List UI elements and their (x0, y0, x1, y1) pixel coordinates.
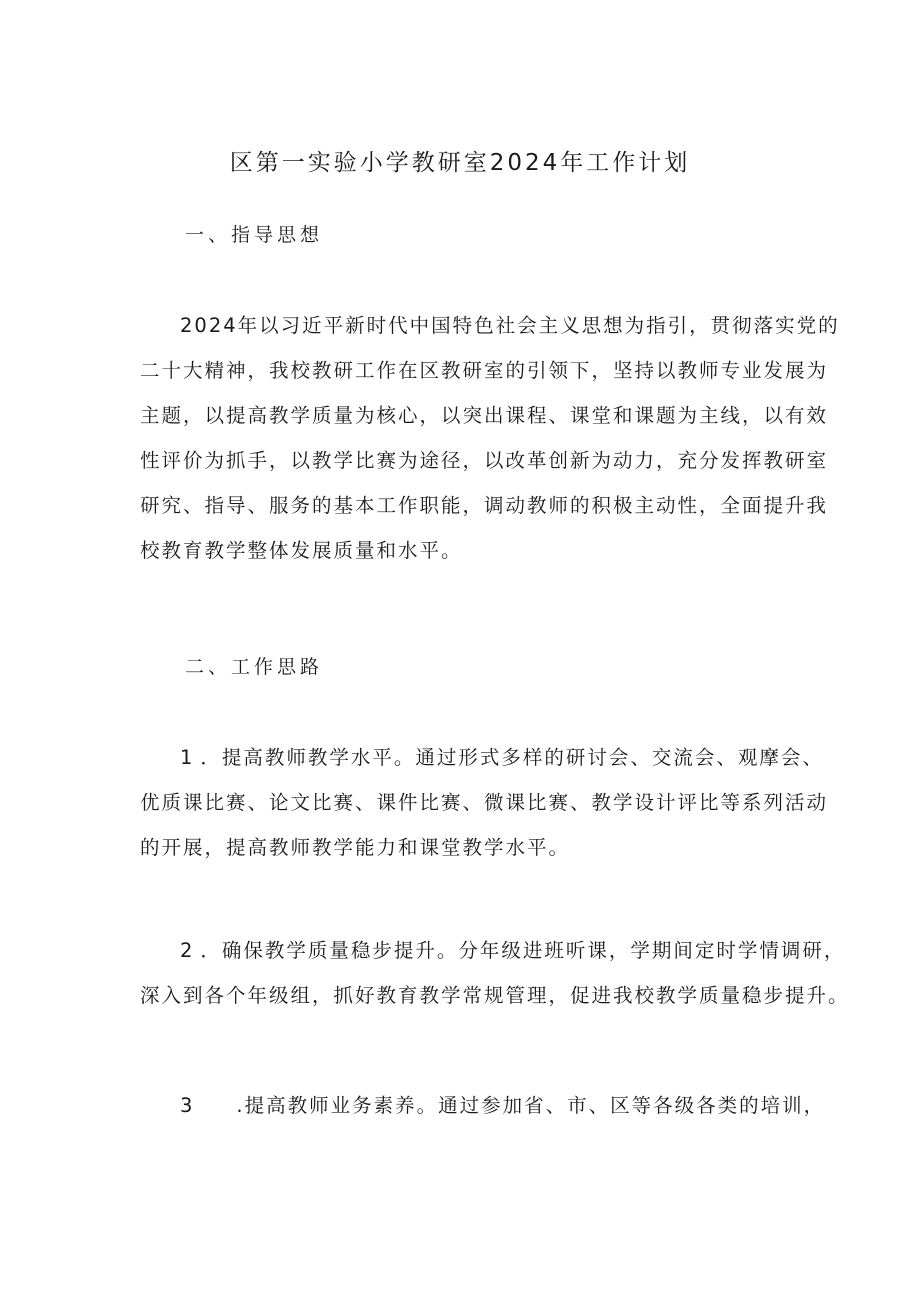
paragraph-line: 二十大精神，我校教研工作在区教研室的引领下，坚持以教师专业发展为 (140, 359, 829, 382)
paragraph-line: 的开展，提高教师教学能力和课堂教学水平。 (140, 836, 571, 859)
item-number: 3 (180, 1094, 195, 1117)
paragraph-line: 优质课比赛、论文比赛、课件比赛、微课比赛、教学设计评比等系列活动 (140, 791, 829, 814)
item-text: .提高教师业务素养。通过参加省、市、区等各级各类的培训， (236, 1094, 826, 1117)
item-text: ．提高教师教学水平。通过形式多样的研讨会、交流会、观摩会、 (200, 746, 824, 769)
paragraph-line: 校教育教学整体发展质量和水平。 (140, 539, 463, 562)
work-item-2 (140, 928, 850, 1018)
paragraph-line: 深入到各个年级组，抓好教育教学常规管理，促进我校教学质量稳步提升。 (140, 984, 850, 1007)
paragraph-line: 2024年以习近平新时代中国特色社会主义思想为指引，贯彻落实党的 (180, 314, 840, 337)
paragraph-line (140, 928, 846, 973)
paragraph-line (140, 1083, 826, 1128)
section1-paragraph (140, 303, 840, 573)
document-title: 区第一实验小学教研室2024年工作计划 (229, 150, 691, 176)
item-number: 1 (180, 746, 195, 769)
paragraph-line: 主题，以提高教学质量为核心，以突出课程、课堂和课题为主线，以有效 (140, 404, 829, 427)
section-heading-guiding-ideology: 一、指导思想 (185, 224, 324, 246)
work-item-3 (140, 1083, 826, 1128)
work-item-1 (140, 735, 829, 870)
section-heading-work-approach: 二、工作思路 (185, 656, 324, 678)
paragraph-line: 研究、指导、服务的基本工作职能，调动教师的积极主动性，全面提升我 (140, 494, 829, 517)
paragraph-line: 性评价为抓手，以教学比赛为途径，以改革创新为动力，充分发挥教研室 (140, 449, 829, 472)
item-text: ．确保教学质量稳步提升。分年级进班听课，学期间定时学情调研， (200, 939, 846, 962)
paragraph-line (140, 735, 824, 780)
item-number: 2 (180, 939, 195, 962)
